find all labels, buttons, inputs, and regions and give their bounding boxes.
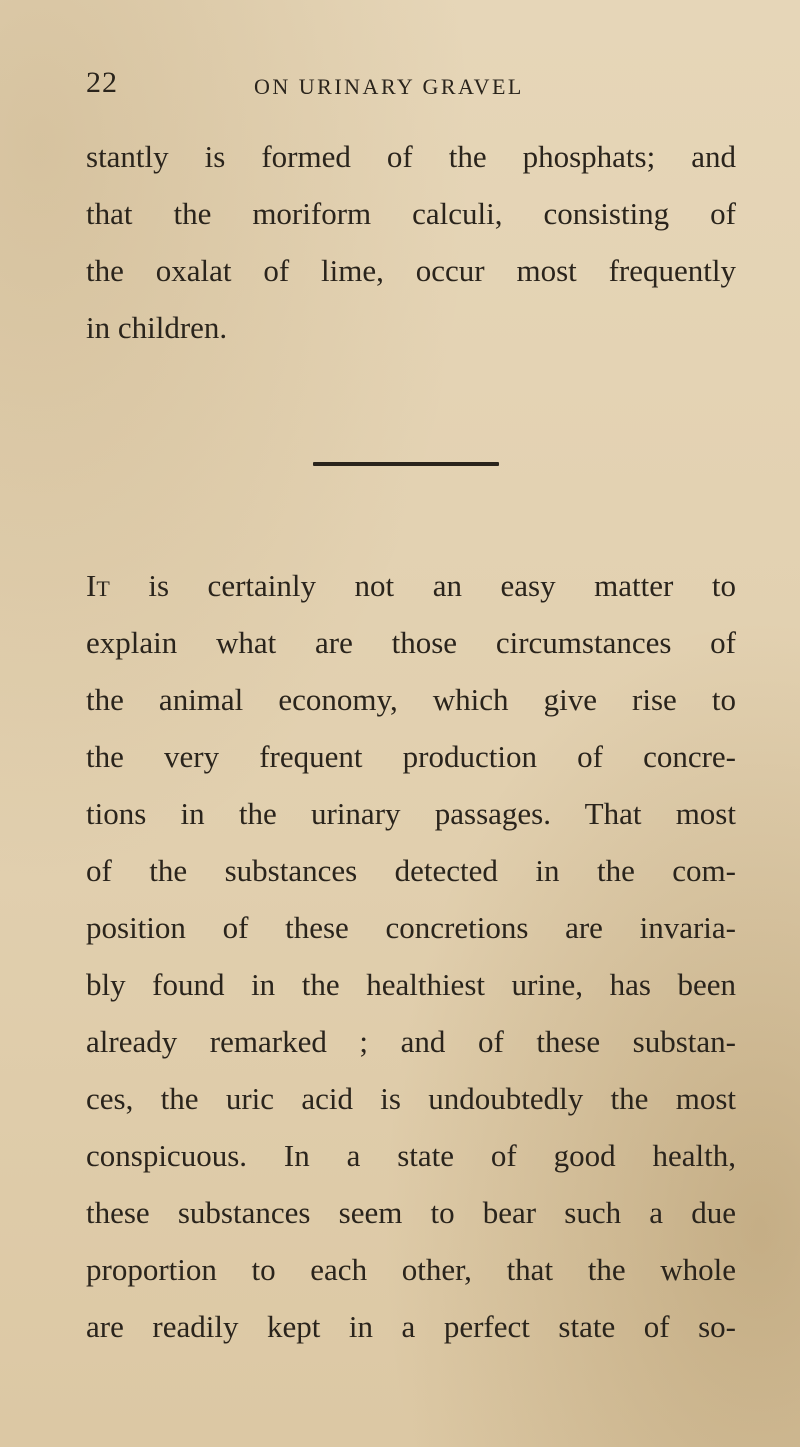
- text-line: stantly is formed of the phosphats; and: [86, 139, 736, 174]
- text-line-rest: is certainly not an easy matter to: [148, 568, 736, 603]
- paragraph-1: [86, 128, 736, 356]
- opening-word: It: [86, 568, 110, 603]
- text-line: in children.: [86, 310, 228, 345]
- text-line: bly found in the healthiest urine, has been: [86, 967, 736, 1002]
- text-line: proportion to each other, that the whole: [86, 1252, 736, 1287]
- text-line: already remarked ; and of these substan-: [86, 1024, 736, 1059]
- text-line: these substances seem to bear such a due: [86, 1195, 736, 1230]
- text-line: that the moriform calculi, consisting of: [86, 196, 736, 231]
- section-divider-rule: [313, 462, 499, 466]
- text-line: explain what are those circumstances of: [86, 625, 736, 660]
- text-line: the animal economy, which give rise to: [86, 682, 736, 717]
- running-title: ON URINARY GRAVEL: [254, 74, 524, 99]
- text-line: are readily kept in a perfect state of so-: [86, 1309, 736, 1344]
- text-line: the oxalat of lime, occur most frequently: [86, 253, 736, 288]
- text-line: conspicuous. In a state of good health,: [86, 1138, 736, 1173]
- running-header: [86, 66, 726, 106]
- text-line: position of these concretions are invaria-: [86, 910, 736, 945]
- page-number: 22: [86, 66, 118, 99]
- text-line: the very frequent production of concre-: [86, 739, 736, 774]
- text-line: of the substances detected in the com-: [86, 853, 736, 888]
- text-line: tions in the urinary passages. That most: [86, 796, 736, 831]
- text-line-first: [86, 557, 736, 614]
- text-line: ces, the uric acid is undoubtedly the most: [86, 1081, 736, 1116]
- paragraph-2: [86, 557, 736, 1355]
